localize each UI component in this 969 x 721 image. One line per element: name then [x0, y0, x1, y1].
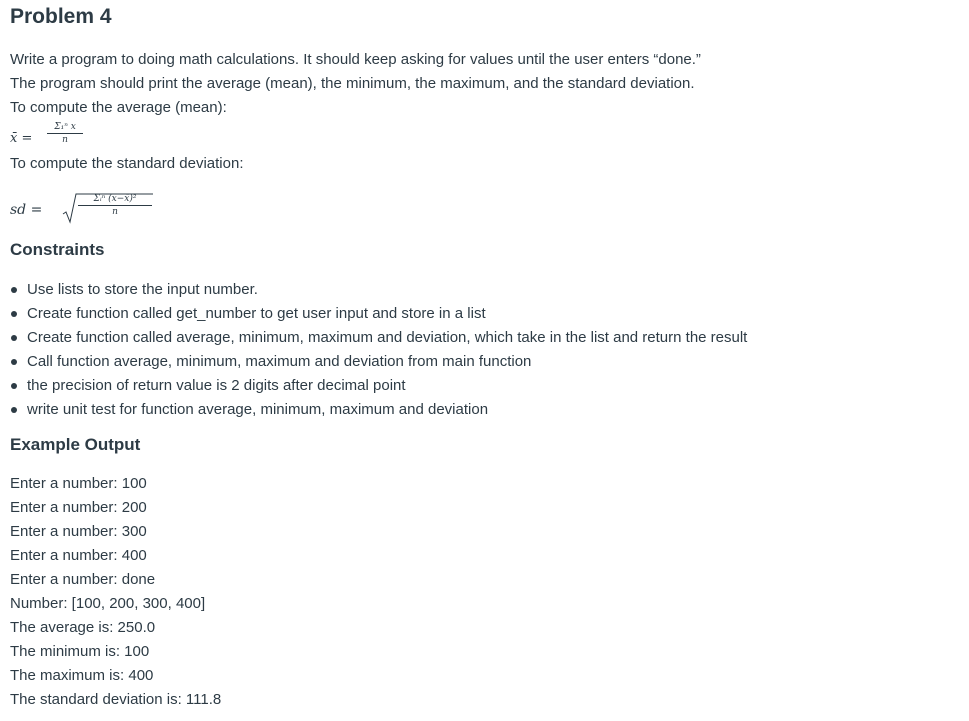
mean-formula-lhs: x̄ = [10, 131, 33, 146]
bullet-icon [11, 335, 17, 341]
std-intro: To compute the standard deviation: [10, 155, 244, 172]
output-line: Number: [100, 200, 300, 400] [10, 595, 206, 612]
intro-line-2: The program should print the average (mean), the minimum, the maximum, and the standard deviation. [10, 75, 695, 92]
page-title: Problem 4 [10, 5, 112, 28]
sd-formula-denominator: n [112, 207, 118, 217]
list-item: write unit test for function average, minimum, maximum and deviation [10, 398, 747, 422]
mean-formula-fraction [47, 122, 83, 145]
example-output-heading: Example Output [10, 435, 141, 454]
fraction-bar [47, 133, 83, 134]
output-line: The maximum is: 400 [10, 667, 154, 684]
list-item: Call function average, minimum, maximum and deviation from main function [10, 350, 747, 374]
output-line: Enter a number: 400 [10, 547, 147, 564]
bullet-icon [11, 359, 17, 365]
mean-formula-denominator: n [62, 135, 68, 145]
mean-formula-numerator: Σ₁ⁿ x [54, 122, 76, 132]
list-item: Create function called average, minimum, maximum and deviation, which take in the list and return the result [10, 326, 747, 350]
output-line: Enter a number: done [10, 571, 156, 588]
sd-formula [10, 188, 170, 224]
bullet-icon [11, 287, 17, 293]
intro-line-3: To compute the average (mean): [10, 99, 227, 116]
sd-formula-lhs: sd = [10, 202, 43, 218]
output-line: Enter a number: 100 [10, 475, 147, 492]
bullet-icon [11, 407, 17, 413]
bullet-icon [11, 383, 17, 389]
output-line: The standard deviation is: 111.8 [10, 691, 222, 708]
output-line: Enter a number: 300 [10, 523, 147, 540]
output-line: Enter a number: 200 [10, 499, 147, 516]
mean-formula [10, 122, 130, 156]
list-item: Use lists to store the input number. [10, 278, 747, 302]
bullet-icon [11, 311, 17, 317]
constraints-heading: Constraints [10, 240, 105, 259]
sd-formula-fraction [78, 194, 152, 217]
intro-line-1: Write a program to doing math calculations. It should keep asking for values until the user enters “done.” [10, 51, 701, 68]
fraction-bar [78, 205, 152, 206]
list-item: Create function called get_number to get user input and store in a list [10, 302, 747, 326]
list-item: the precision of return value is 2 digits after decimal point [10, 374, 747, 398]
example-output [10, 472, 221, 712]
output-line: The average is: 250.0 [10, 619, 156, 636]
output-line: The minimum is: 100 [10, 643, 150, 660]
sd-formula-numerator: Σᵢⁿ (x−x̄)² [93, 194, 137, 204]
constraints-list [10, 278, 747, 422]
